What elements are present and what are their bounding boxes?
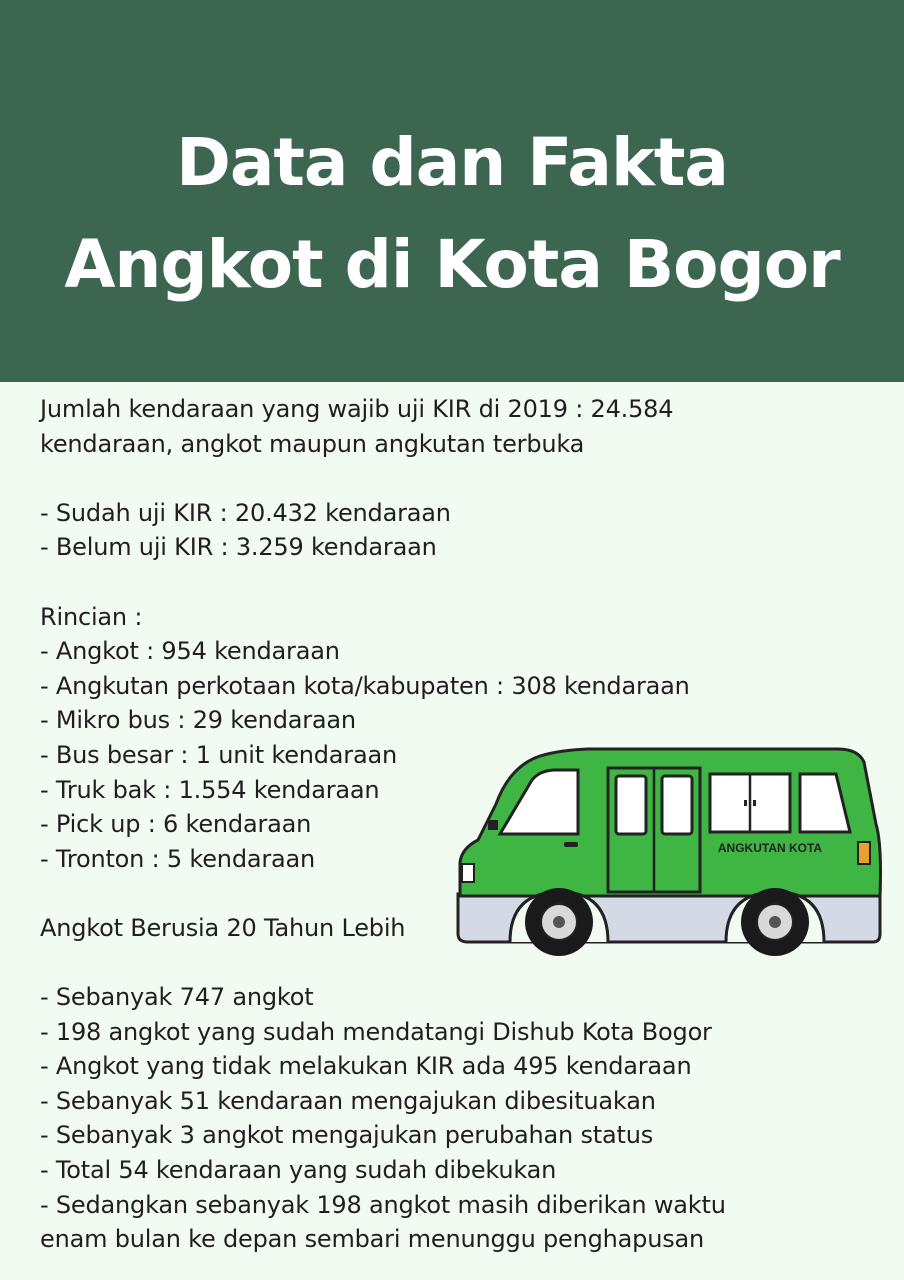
- intro-line-1: Jumlah kendaraan yang wajib uji KIR di 2019 : 24.584: [40, 395, 674, 423]
- rincian-item: - Tronton : 5 kendaraan: [40, 844, 316, 873]
- title-line-1: Data dan Fakta: [176, 124, 728, 201]
- rincian-item: - Pick up : 6 kendaraan: [40, 810, 312, 839]
- old-angkot-item: - Sebanyak 3 angkot mengajukan perubahan status: [40, 1121, 654, 1150]
- title-line-2: Angkot di Kota Bogor: [64, 226, 840, 303]
- old-angkot-item: enam bulan ke depan sembari menunggu penghapusan: [40, 1225, 705, 1254]
- rincian-heading: Rincian :: [40, 602, 143, 631]
- van-label: ANGKUTAN KOTA: [717, 841, 823, 855]
- kir-pending: - Belum uji KIR : 3.259 kendaraan: [40, 533, 437, 562]
- kir-done: - Sudah uji KIR : 20.432 kendaraan: [40, 498, 451, 527]
- rincian-item: - Angkot : 954 kendaraan: [40, 637, 340, 666]
- angkot-van-illustration: [448, 744, 888, 964]
- rincian-item: - Mikro bus : 29 kendaraan: [40, 706, 356, 735]
- spacer: [40, 461, 880, 496]
- header-banner: [0, 0, 904, 382]
- spacer: [40, 565, 880, 600]
- old-angkot-item: - Total 54 kendaraan yang sudah dibekukan: [40, 1156, 557, 1185]
- old-angkot-item: - Angkot yang tidak melakukan KIR ada 495 kendaraan: [40, 1052, 692, 1081]
- rincian-item: - Angkutan perkotaan kota/kabupaten : 308 kendaraan: [40, 671, 690, 700]
- old-angkot-item: - 198 angkot yang sudah mendatangi Dishub Kota Bogor: [40, 1017, 712, 1046]
- intro-line-2: kendaraan, angkot maupun angkutan terbuka: [40, 429, 585, 458]
- old-angkot-item: - Sedangkan sebanyak 198 angkot masih diberikan waktu: [40, 1190, 726, 1219]
- old-angkot-item: - Sebanyak 51 kendaraan mengajukan dibesituakan: [40, 1086, 656, 1115]
- rincian-item: - Bus besar : 1 unit kendaraan: [40, 740, 398, 769]
- old-angkot-item: - Sebanyak 747 angkot: [40, 983, 314, 1012]
- rincian-item: - Truk bak : 1.554 kendaraan: [40, 775, 380, 804]
- old-angkot-heading: Angkot Berusia 20 Tahun Lebih: [40, 913, 406, 942]
